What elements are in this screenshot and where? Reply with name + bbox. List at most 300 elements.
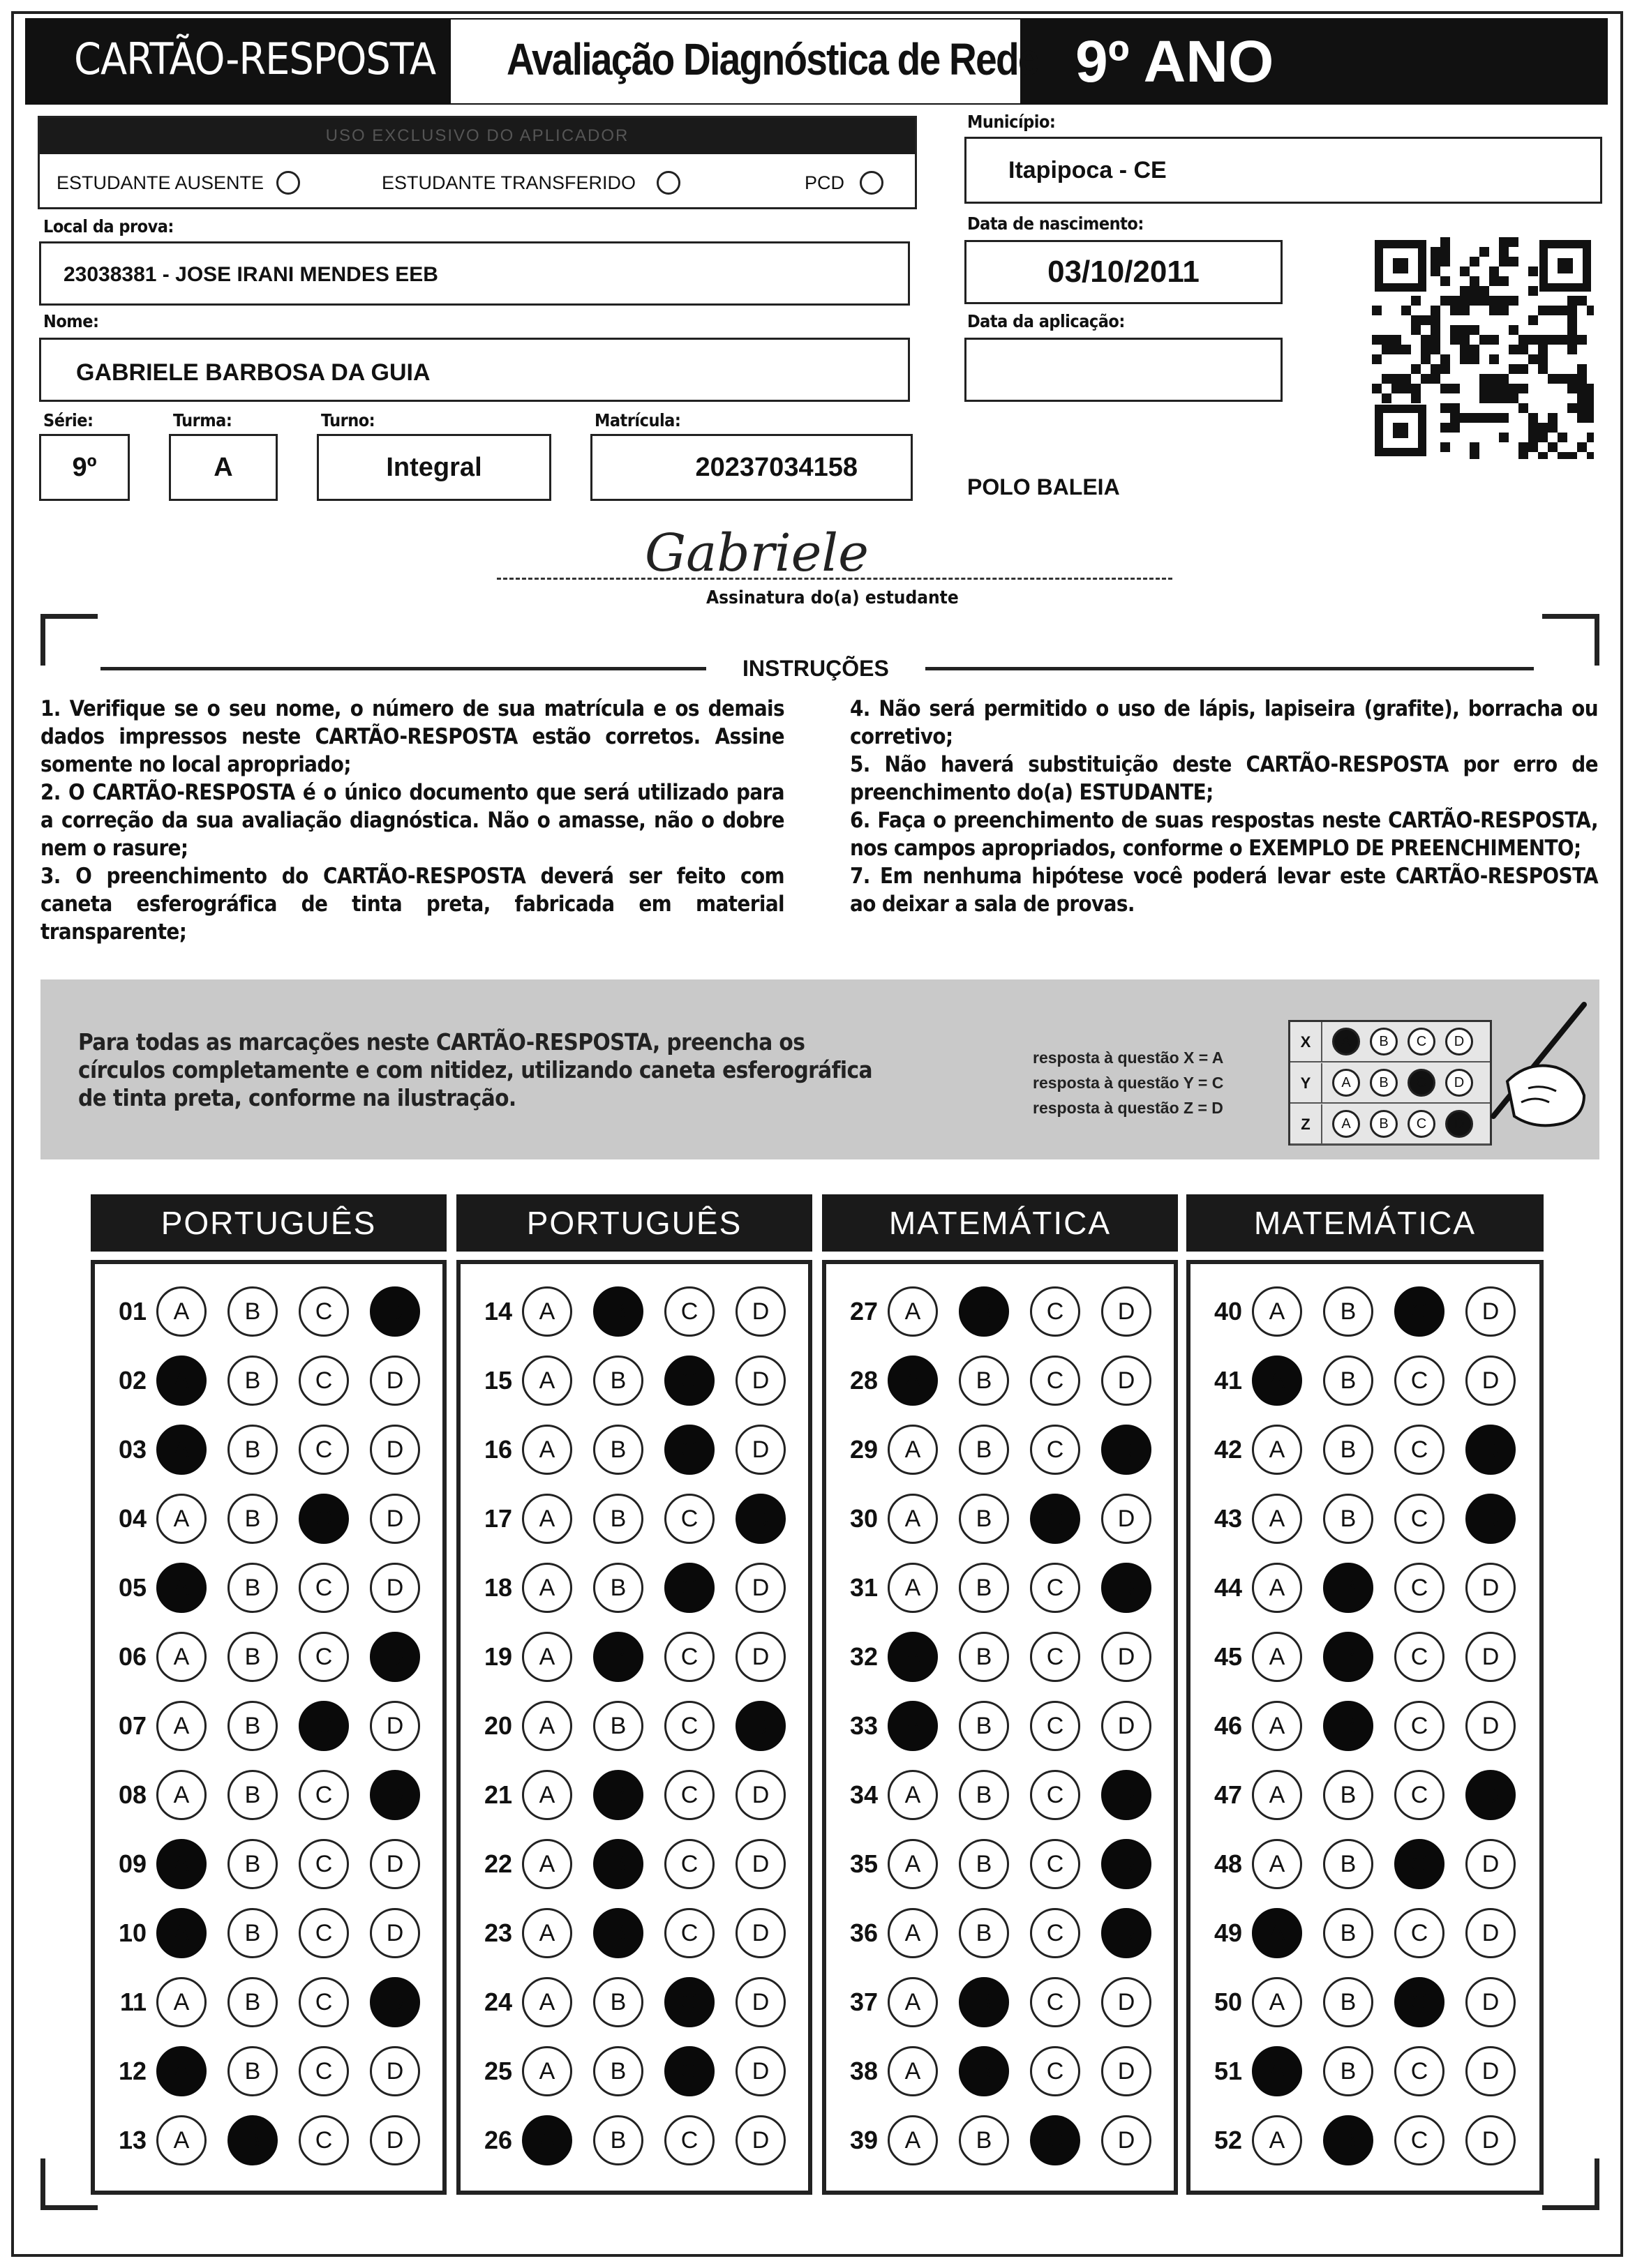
answer-bubble-02-A[interactable]: A bbox=[156, 1355, 207, 1406]
answer-bubble-21-A[interactable]: A bbox=[522, 1770, 572, 1820]
answer-bubble-39-C[interactable]: C bbox=[1030, 2115, 1080, 2165]
answer-bubble-14-B[interactable]: B bbox=[593, 1286, 643, 1337]
instructions-right: 4. Não será permitido o uso de lápis, lapiseira (grafite), borracha ou corretivo; 5. Não haverá substituição deste CARTÃO-RESPOSTA por erro de preenchimento do(a) ESTUDANTE; 6. Faça o preenchimento de suas respostas neste CARTÃO-RESPOSTA, nos campos apropriados, conforme o EXEMPLO DE PREENCHIMENTO; 7. Em nenhuma hipótese você poderá levar este CARTÃO-RESPOSTA ao deixar a sala de provas. bbox=[850, 696, 1598, 917]
answer-bubble-51-C[interactable]: C bbox=[1394, 2046, 1444, 2096]
question-row-41 bbox=[1190, 1349, 1516, 1413]
answer-bubble-43-D[interactable]: D bbox=[1465, 1494, 1516, 1544]
section-header-3: MATEMÁTICA bbox=[822, 1194, 1178, 1252]
question-number: 42 bbox=[1214, 1435, 1242, 1464]
answer-bubble-27-A[interactable]: A bbox=[888, 1286, 938, 1337]
answer-bubble-20-A[interactable]: A bbox=[522, 1701, 572, 1751]
answer-bubble-46-C[interactable]: C bbox=[1394, 1701, 1444, 1751]
answer-bubble-14-C[interactable]: C bbox=[664, 1286, 715, 1337]
question-row-26 bbox=[461, 2108, 786, 2172]
answer-bubble-24-A[interactable]: A bbox=[522, 1977, 572, 2027]
answer-bubble-48-C[interactable]: C bbox=[1394, 1839, 1444, 1889]
answer-bubble-18-D[interactable]: D bbox=[736, 1563, 786, 1613]
question-number: 41 bbox=[1214, 1366, 1242, 1395]
answer-bubble-50-B[interactable]: B bbox=[1323, 1977, 1373, 2027]
answer-bubble-34-D[interactable]: D bbox=[1101, 1770, 1151, 1820]
answer-bubble-31-A[interactable]: A bbox=[888, 1563, 938, 1613]
question-row-25 bbox=[461, 2039, 786, 2103]
answer-bubble-44-C[interactable]: C bbox=[1394, 1563, 1444, 1613]
answer-bubble-42-C[interactable]: C bbox=[1394, 1425, 1444, 1475]
answer-bubble-48-D[interactable]: D bbox=[1465, 1839, 1516, 1889]
answer-bubble-22-B[interactable]: B bbox=[593, 1839, 643, 1889]
pen-hand-icon bbox=[1465, 998, 1598, 1137]
question-row-40 bbox=[1190, 1279, 1516, 1344]
answer-bubble-36-B[interactable]: B bbox=[959, 1908, 1009, 1958]
answer-bubble-39-B[interactable]: B bbox=[959, 2115, 1009, 2165]
question-number: 05 bbox=[118, 1573, 147, 1602]
answer-bubble-48-A[interactable]: A bbox=[1252, 1839, 1302, 1889]
local-label: Local da prova: bbox=[43, 216, 174, 236]
answer-bubble-01-C[interactable]: C bbox=[299, 1286, 349, 1337]
answer-bubble-21-D[interactable]: D bbox=[736, 1770, 786, 1820]
question-number: 17 bbox=[484, 1504, 512, 1533]
answer-bubble-01-D[interactable]: D bbox=[370, 1286, 420, 1337]
answer-bubble-24-D[interactable]: D bbox=[736, 1977, 786, 2027]
question-number: 32 bbox=[849, 1642, 878, 1671]
answer-bubble-12-C[interactable]: C bbox=[299, 2046, 349, 2096]
answer-bubble-38-B[interactable]: B bbox=[959, 2046, 1009, 2096]
answer-bubble-25-A[interactable]: A bbox=[522, 2046, 572, 2096]
answer-bubble-21-B[interactable]: B bbox=[593, 1770, 643, 1820]
transferred-option[interactable] bbox=[382, 171, 680, 195]
answer-bubble-51-A[interactable]: A bbox=[1252, 2046, 1302, 2096]
question-row-14 bbox=[461, 1279, 786, 1344]
question-number: 11 bbox=[119, 1988, 147, 2016]
absent-option[interactable] bbox=[57, 171, 300, 195]
answer-bubble-28-D[interactable]: D bbox=[1101, 1355, 1151, 1406]
answer-bubble-16-D[interactable]: D bbox=[736, 1425, 786, 1475]
answer-bubble-17-D[interactable]: D bbox=[736, 1494, 786, 1544]
answer-bubble-41-A[interactable]: A bbox=[1252, 1355, 1302, 1406]
answer-bubble-22-A[interactable]: A bbox=[522, 1839, 572, 1889]
serie-value: 9º bbox=[72, 453, 97, 482]
admin-box-title: USO EXCLUSIVO DO APLICADOR bbox=[325, 126, 629, 145]
absent-label: ESTUDANTE AUSENTE bbox=[57, 172, 264, 193]
answer-bubble-08-C[interactable]: C bbox=[299, 1770, 349, 1820]
answer-bubble-07-D[interactable]: D bbox=[370, 1701, 420, 1751]
answer-bubble-27-D[interactable]: D bbox=[1101, 1286, 1151, 1337]
matricula-field bbox=[590, 434, 913, 501]
question-row-43 bbox=[1190, 1487, 1516, 1551]
matricula-value: 20237034158 bbox=[695, 453, 858, 482]
answer-bubble-12-A[interactable]: A bbox=[156, 2046, 207, 2096]
answer-bubble-34-A[interactable]: A bbox=[888, 1770, 938, 1820]
answer-bubble-36-C[interactable]: C bbox=[1030, 1908, 1080, 1958]
answer-bubble-33-D[interactable]: D bbox=[1101, 1701, 1151, 1751]
answer-bubble-04-B[interactable]: B bbox=[227, 1494, 278, 1544]
answer-bubble-13-B[interactable]: B bbox=[227, 2115, 278, 2165]
answer-bubble-36-A[interactable]: A bbox=[888, 1908, 938, 1958]
example-legend bbox=[1033, 1045, 1223, 1120]
answer-bubble-34-C[interactable]: C bbox=[1030, 1770, 1080, 1820]
answer-bubble-41-D[interactable]: D bbox=[1465, 1355, 1516, 1406]
serie-field bbox=[39, 434, 130, 501]
answer-bubble-38-D[interactable]: D bbox=[1101, 2046, 1151, 2096]
answer-bubble-18-B[interactable]: B bbox=[593, 1563, 643, 1613]
answer-bubble-01-B[interactable]: B bbox=[227, 1286, 278, 1337]
transferred-circle[interactable] bbox=[657, 171, 680, 195]
answer-bubble-09-A[interactable]: A bbox=[156, 1839, 207, 1889]
answer-bubble-39-D[interactable]: D bbox=[1101, 2115, 1151, 2165]
local-value: 23038381 - JOSE IRANI MENDES EEB bbox=[64, 263, 438, 286]
question-row-30 bbox=[826, 1487, 1151, 1551]
answer-bubble-37-C[interactable]: C bbox=[1030, 1977, 1080, 2027]
answer-bubble-49-D[interactable]: D bbox=[1465, 1908, 1516, 1958]
answer-bubble-08-A[interactable]: A bbox=[156, 1770, 207, 1820]
pcd-label: PCD bbox=[805, 172, 845, 193]
answer-bubble-51-B[interactable]: B bbox=[1323, 2046, 1373, 2096]
question-number: 35 bbox=[849, 1849, 878, 1878]
answer-bubble-51-D[interactable]: D bbox=[1465, 2046, 1516, 2096]
answer-bubble-06-B[interactable]: B bbox=[227, 1632, 278, 1682]
answer-bubble-40-D[interactable]: D bbox=[1465, 1286, 1516, 1337]
question-number: 39 bbox=[849, 2126, 878, 2154]
example-row-label: Z bbox=[1290, 1104, 1322, 1143]
answer-bubble-41-B[interactable]: B bbox=[1323, 1355, 1373, 1406]
answer-bubble-16-A[interactable]: A bbox=[522, 1425, 572, 1475]
answer-bubble-46-A[interactable]: A bbox=[1252, 1701, 1302, 1751]
answer-bubble-52-D[interactable]: D bbox=[1465, 2115, 1516, 2165]
question-number: 29 bbox=[849, 1435, 878, 1464]
answer-bubble-22-C[interactable]: C bbox=[664, 1839, 715, 1889]
answer-bubble-25-C[interactable]: C bbox=[664, 2046, 715, 2096]
answer-bubble-49-A[interactable]: A bbox=[1252, 1908, 1302, 1958]
signature: Gabriele bbox=[645, 523, 869, 583]
question-row-05 bbox=[95, 1556, 420, 1620]
question-number: 10 bbox=[118, 1918, 147, 1947]
answer-bubble-28-B[interactable]: B bbox=[959, 1355, 1009, 1406]
instructions-rule-left bbox=[100, 667, 706, 670]
answer-bubble-02-B[interactable]: B bbox=[227, 1355, 278, 1406]
answer-bubble-33-B[interactable]: B bbox=[959, 1701, 1009, 1751]
answer-bubble-47-C[interactable]: C bbox=[1394, 1770, 1444, 1820]
answer-bubble-40-A[interactable]: A bbox=[1252, 1286, 1302, 1337]
answer-bubble-04-A[interactable]: A bbox=[156, 1494, 207, 1544]
question-row-32 bbox=[826, 1625, 1151, 1689]
question-row-44 bbox=[1190, 1556, 1516, 1620]
answer-bubble-03-D[interactable]: D bbox=[370, 1425, 420, 1475]
section-header-2: PORTUGUÊS bbox=[456, 1194, 812, 1252]
answer-bubble-15-D[interactable]: D bbox=[736, 1355, 786, 1406]
answer-bubble-22-D[interactable]: D bbox=[736, 1839, 786, 1889]
question-row-22 bbox=[461, 1832, 786, 1896]
answer-bubble-20-D[interactable]: D bbox=[736, 1701, 786, 1751]
answer-bubble-09-B[interactable]: B bbox=[227, 1839, 278, 1889]
turma-value: A bbox=[214, 453, 233, 482]
signature-line bbox=[497, 578, 1172, 580]
answer-bubble-24-C[interactable]: C bbox=[664, 1977, 715, 2027]
answer-bubble-08-B[interactable]: B bbox=[227, 1770, 278, 1820]
answer-bubble-47-B[interactable]: B bbox=[1323, 1770, 1373, 1820]
answer-bubble-40-B[interactable]: B bbox=[1323, 1286, 1373, 1337]
answer-bubble-52-C[interactable]: C bbox=[1394, 2115, 1444, 2165]
answer-bubble-16-B[interactable]: B bbox=[593, 1425, 643, 1475]
answer-bubble-28-A[interactable]: A bbox=[888, 1355, 938, 1406]
answer-bubble-12-D[interactable]: D bbox=[370, 2046, 420, 2096]
answer-bubble-13-C[interactable]: C bbox=[299, 2115, 349, 2165]
answer-bubble-49-C[interactable]: C bbox=[1394, 1908, 1444, 1958]
answer-bubble-42-B[interactable]: B bbox=[1323, 1425, 1373, 1475]
answer-bubble-30-C[interactable]: C bbox=[1030, 1494, 1080, 1544]
answer-bubble-10-C[interactable]: C bbox=[299, 1908, 349, 1958]
answer-bubble-41-C[interactable]: C bbox=[1394, 1355, 1444, 1406]
answer-bubble-50-D[interactable]: D bbox=[1465, 1977, 1516, 2027]
answer-bubble-31-D[interactable]: D bbox=[1101, 1563, 1151, 1613]
answer-bubble-07-B[interactable]: B bbox=[227, 1701, 278, 1751]
question-number: 22 bbox=[484, 1849, 512, 1878]
answer-bubble-43-C[interactable]: C bbox=[1394, 1494, 1444, 1544]
answer-bubble-52-B[interactable]: B bbox=[1323, 2115, 1373, 2165]
answer-bubble-32-A[interactable]: A bbox=[888, 1632, 938, 1682]
qr-code-icon bbox=[1372, 237, 1594, 459]
answer-bubble-43-B[interactable]: B bbox=[1323, 1494, 1373, 1544]
answer-bubble-03-C[interactable]: C bbox=[299, 1425, 349, 1475]
answer-bubble-23-A[interactable]: A bbox=[522, 1908, 572, 1958]
question-number: 48 bbox=[1214, 1849, 1242, 1878]
answer-bubble-37-D[interactable]: D bbox=[1101, 1977, 1151, 2027]
question-row-03 bbox=[95, 1418, 420, 1482]
answer-bubble-10-D[interactable]: D bbox=[370, 1908, 420, 1958]
answer-bubble-49-B[interactable]: B bbox=[1323, 1908, 1373, 1958]
answer-bubble-19-C[interactable]: C bbox=[664, 1632, 715, 1682]
answer-bubble-37-A[interactable]: A bbox=[888, 1977, 938, 2027]
answer-bubble-12-B[interactable]: B bbox=[227, 2046, 278, 2096]
example-bubble-X-D: D bbox=[1445, 1028, 1473, 1056]
municipio-value: Itapipoca - CE bbox=[1008, 157, 1167, 183]
question-number: 02 bbox=[118, 1366, 147, 1395]
question-row-08 bbox=[95, 1763, 420, 1827]
transferred-label: ESTUDANTE TRANSFERIDO bbox=[382, 172, 636, 193]
answer-bubble-07-C[interactable]: C bbox=[299, 1701, 349, 1751]
answer-bubble-09-C[interactable]: C bbox=[299, 1839, 349, 1889]
answer-bubble-18-C[interactable]: C bbox=[664, 1563, 715, 1613]
example-row-X bbox=[1290, 1022, 1490, 1062]
answer-bubble-21-C[interactable]: C bbox=[664, 1770, 715, 1820]
answer-bubble-11-A[interactable]: A bbox=[156, 1977, 207, 2027]
corner-mark-bottom-right bbox=[1542, 2158, 1599, 2210]
answer-bubble-08-D[interactable]: D bbox=[370, 1770, 420, 1820]
answer-bubble-29-C[interactable]: C bbox=[1030, 1425, 1080, 1475]
answer-bubble-05-D[interactable]: D bbox=[370, 1563, 420, 1613]
absent-circle[interactable] bbox=[276, 171, 300, 195]
answer-bubble-19-A[interactable]: A bbox=[522, 1632, 572, 1682]
nascimento-label: Data de nascimento: bbox=[967, 213, 1144, 234]
answer-column-2 bbox=[456, 1260, 812, 2195]
answer-bubble-26-D[interactable]: D bbox=[736, 2115, 786, 2165]
answer-bubble-36-D[interactable]: D bbox=[1101, 1908, 1151, 1958]
answer-bubble-20-C[interactable]: C bbox=[664, 1701, 715, 1751]
answer-bubble-04-C[interactable]: C bbox=[299, 1494, 349, 1544]
answer-bubble-25-D[interactable]: D bbox=[736, 2046, 786, 2096]
answer-bubble-46-D[interactable]: D bbox=[1465, 1701, 1516, 1751]
answer-bubble-44-B[interactable]: B bbox=[1323, 1563, 1373, 1613]
answer-bubble-25-B[interactable]: B bbox=[593, 2046, 643, 2096]
question-row-29 bbox=[826, 1418, 1151, 1482]
answer-bubble-16-C[interactable]: C bbox=[664, 1425, 715, 1475]
answer-bubble-18-A[interactable]: A bbox=[522, 1563, 572, 1613]
question-row-02 bbox=[95, 1349, 420, 1413]
question-number: 38 bbox=[849, 2057, 878, 2085]
answer-bubble-14-A[interactable]: A bbox=[522, 1286, 572, 1337]
serie-label: Série: bbox=[43, 410, 94, 430]
answer-bubble-26-C[interactable]: C bbox=[664, 2115, 715, 2165]
answer-bubble-28-C[interactable]: C bbox=[1030, 1355, 1080, 1406]
answer-bubble-06-A[interactable]: A bbox=[156, 1632, 207, 1682]
question-row-28 bbox=[826, 1349, 1151, 1413]
answer-bubble-06-C[interactable]: C bbox=[299, 1632, 349, 1682]
question-row-21 bbox=[461, 1763, 786, 1827]
answer-bubble-35-A[interactable]: A bbox=[888, 1839, 938, 1889]
answer-bubble-33-A[interactable]: A bbox=[888, 1701, 938, 1751]
answer-bubble-29-D[interactable]: D bbox=[1101, 1425, 1151, 1475]
answer-bubble-05-A[interactable]: A bbox=[156, 1563, 207, 1613]
answer-bubble-45-C[interactable]: C bbox=[1394, 1632, 1444, 1682]
answer-bubble-45-D[interactable]: D bbox=[1465, 1632, 1516, 1682]
answer-bubble-10-A[interactable]: A bbox=[156, 1908, 207, 1958]
answer-bubble-15-B[interactable]: B bbox=[593, 1355, 643, 1406]
answer-bubble-43-A[interactable]: A bbox=[1252, 1494, 1302, 1544]
answer-bubble-23-B[interactable]: B bbox=[593, 1908, 643, 1958]
answer-bubble-37-B[interactable]: B bbox=[959, 1977, 1009, 2027]
question-number: 14 bbox=[484, 1297, 512, 1325]
answer-bubble-24-B[interactable]: B bbox=[593, 1977, 643, 2027]
question-row-49 bbox=[1190, 1901, 1516, 1965]
answer-bubble-50-C[interactable]: C bbox=[1394, 1977, 1444, 2027]
answer-bubble-19-B[interactable]: B bbox=[593, 1632, 643, 1682]
answer-bubble-46-B[interactable]: B bbox=[1323, 1701, 1373, 1751]
answer-bubble-27-B[interactable]: B bbox=[959, 1286, 1009, 1337]
example-legend-x: resposta à questão X = A bbox=[1033, 1049, 1224, 1067]
answer-bubble-26-B[interactable]: B bbox=[593, 2115, 643, 2165]
answer-bubble-35-B[interactable]: B bbox=[959, 1839, 1009, 1889]
answer-bubble-32-D[interactable]: D bbox=[1101, 1632, 1151, 1682]
question-number: 34 bbox=[849, 1780, 878, 1809]
answer-bubble-11-D[interactable]: D bbox=[370, 1977, 420, 2027]
question-row-34 bbox=[826, 1763, 1151, 1827]
instructions-title: INSTRUÇÕES bbox=[742, 656, 889, 681]
section-header-4: MATEMÁTICA bbox=[1186, 1194, 1544, 1252]
question-row-06 bbox=[95, 1625, 420, 1689]
answer-bubble-34-B[interactable]: B bbox=[959, 1770, 1009, 1820]
answer-bubble-35-C[interactable]: C bbox=[1030, 1839, 1080, 1889]
answer-bubble-44-A[interactable]: A bbox=[1252, 1563, 1302, 1613]
answer-bubble-27-C[interactable]: C bbox=[1030, 1286, 1080, 1337]
answer-bubble-48-B[interactable]: B bbox=[1323, 1839, 1373, 1889]
example-bubble-Z-D: D bbox=[1445, 1110, 1473, 1138]
answer-bubble-31-B[interactable]: B bbox=[959, 1563, 1009, 1613]
answer-bubble-42-A[interactable]: A bbox=[1252, 1425, 1302, 1475]
answer-bubble-52-A[interactable]: A bbox=[1252, 2115, 1302, 2165]
aplicacao-field[interactable] bbox=[964, 338, 1283, 402]
question-number: 44 bbox=[1214, 1573, 1242, 1602]
answer-bubble-35-D[interactable]: D bbox=[1101, 1839, 1151, 1889]
answer-bubble-11-C[interactable]: C bbox=[299, 1977, 349, 2027]
answer-bubble-07-A[interactable]: A bbox=[156, 1701, 207, 1751]
answer-bubble-38-C[interactable]: C bbox=[1030, 2046, 1080, 2096]
answer-bubble-05-C[interactable]: C bbox=[299, 1563, 349, 1613]
answer-bubble-03-A[interactable]: A bbox=[156, 1425, 207, 1475]
answer-bubble-32-C[interactable]: C bbox=[1030, 1632, 1080, 1682]
question-row-45 bbox=[1190, 1625, 1516, 1689]
answer-bubble-30-A[interactable]: A bbox=[888, 1494, 938, 1544]
answer-bubble-17-A[interactable]: A bbox=[522, 1494, 572, 1544]
question-row-17 bbox=[461, 1487, 786, 1551]
question-row-37 bbox=[826, 1970, 1151, 2034]
pcd-circle[interactable] bbox=[860, 171, 883, 195]
answer-bubble-38-A[interactable]: A bbox=[888, 2046, 938, 2096]
answer-bubble-17-B[interactable]: B bbox=[593, 1494, 643, 1544]
answer-bubble-39-A[interactable]: A bbox=[888, 2115, 938, 2165]
answer-bubble-10-B[interactable]: B bbox=[227, 1908, 278, 1958]
answer-bubble-42-D[interactable]: D bbox=[1465, 1425, 1516, 1475]
answer-column-1 bbox=[91, 1260, 447, 2195]
question-row-12 bbox=[95, 2039, 420, 2103]
answer-bubble-30-D[interactable]: D bbox=[1101, 1494, 1151, 1544]
question-row-16 bbox=[461, 1418, 786, 1482]
answer-bubble-20-B[interactable]: B bbox=[593, 1701, 643, 1751]
question-number: 09 bbox=[118, 1849, 147, 1878]
question-number: 50 bbox=[1214, 1988, 1242, 2016]
question-row-13 bbox=[95, 2108, 420, 2172]
answer-bubble-29-A[interactable]: A bbox=[888, 1425, 938, 1475]
pcd-option[interactable] bbox=[805, 171, 883, 195]
answer-bubble-45-B[interactable]: B bbox=[1323, 1632, 1373, 1682]
answer-bubble-26-A[interactable]: A bbox=[522, 2115, 572, 2165]
answer-bubble-14-D[interactable]: D bbox=[736, 1286, 786, 1337]
answer-bubble-02-C[interactable]: C bbox=[299, 1355, 349, 1406]
answer-bubble-13-D[interactable]: D bbox=[370, 2115, 420, 2165]
nascimento-field bbox=[964, 240, 1283, 304]
answer-bubble-15-A[interactable]: A bbox=[522, 1355, 572, 1406]
answer-bubble-32-B[interactable]: B bbox=[959, 1632, 1009, 1682]
answer-bubble-06-D[interactable]: D bbox=[370, 1632, 420, 1682]
answer-bubble-50-A[interactable]: A bbox=[1252, 1977, 1302, 2027]
answer-bubble-31-C[interactable]: C bbox=[1030, 1563, 1080, 1613]
matricula-label: Matrícula: bbox=[595, 410, 681, 430]
answer-bubble-33-C[interactable]: C bbox=[1030, 1701, 1080, 1751]
answer-bubble-05-B[interactable]: B bbox=[227, 1563, 278, 1613]
question-number: 40 bbox=[1214, 1297, 1242, 1325]
answer-bubble-40-C[interactable]: C bbox=[1394, 1286, 1444, 1337]
answer-bubble-11-B[interactable]: B bbox=[227, 1977, 278, 2027]
answer-bubble-13-A[interactable]: A bbox=[156, 2115, 207, 2165]
answer-bubble-15-C[interactable]: C bbox=[664, 1355, 715, 1406]
answer-bubble-23-D[interactable]: D bbox=[736, 1908, 786, 1958]
answer-bubble-19-D[interactable]: D bbox=[736, 1632, 786, 1682]
answer-bubble-17-C[interactable]: C bbox=[664, 1494, 715, 1544]
answer-bubble-30-B[interactable]: B bbox=[959, 1494, 1009, 1544]
answer-bubble-23-C[interactable]: C bbox=[664, 1908, 715, 1958]
question-row-09 bbox=[95, 1832, 420, 1896]
answer-bubble-02-D[interactable]: D bbox=[370, 1355, 420, 1406]
question-row-35 bbox=[826, 1832, 1151, 1896]
answer-bubble-47-D[interactable]: D bbox=[1465, 1770, 1516, 1820]
answer-bubble-01-A[interactable]: A bbox=[156, 1286, 207, 1337]
answer-bubble-09-D[interactable]: D bbox=[370, 1839, 420, 1889]
answer-bubble-03-B[interactable]: B bbox=[227, 1425, 278, 1475]
question-number: 45 bbox=[1214, 1642, 1242, 1671]
answer-bubble-45-A[interactable]: A bbox=[1252, 1632, 1302, 1682]
answer-bubble-29-B[interactable]: B bbox=[959, 1425, 1009, 1475]
answer-bubble-04-D[interactable]: D bbox=[370, 1494, 420, 1544]
answer-bubble-47-A[interactable]: A bbox=[1252, 1770, 1302, 1820]
answer-bubble-44-D[interactable]: D bbox=[1465, 1563, 1516, 1613]
question-number: 52 bbox=[1214, 2126, 1242, 2154]
